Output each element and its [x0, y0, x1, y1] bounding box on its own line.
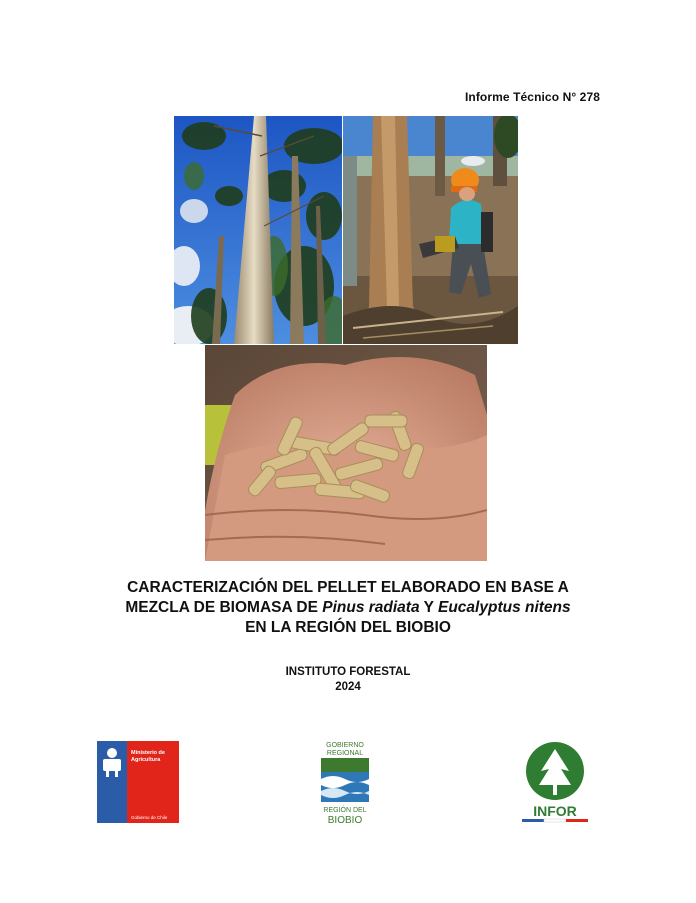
ministry-line-1: Ministerio de — [131, 750, 165, 756]
title-line-2 — [0, 598, 696, 618]
gore-line-2: REGIONAL — [326, 750, 364, 757]
regional-government-logo — [319, 739, 371, 825]
publisher-block — [0, 665, 696, 695]
title-line-1: CARACTERIZACIÓN DEL PELLET ELABORADO EN BASE A — [127, 579, 569, 596]
species-pinus: Pinus radiata — [322, 599, 420, 616]
species-eucalyptus: Eucalyptus nitens — [438, 599, 571, 616]
report-title — [0, 578, 696, 638]
forestry-worker-photo — [343, 116, 518, 344]
title-connector: Y — [419, 599, 438, 616]
report-number: Informe Técnico N° 278 — [464, 90, 600, 104]
eucalyptus-trees-photo — [174, 116, 342, 344]
infor-wordmark: INFOR — [533, 803, 577, 819]
ministry-footer: Gobierno de Chile — [131, 815, 168, 820]
ministry-line-2: Agricultura — [131, 757, 161, 763]
wood-pellets-photo — [205, 345, 487, 561]
infor-logo — [518, 741, 592, 825]
gore-line-1: GOBIERNO — [326, 742, 364, 749]
publisher-name: INSTITUTO FORESTAL — [285, 666, 411, 678]
title-line-3: EN LA REGIÓN DEL BIOBIO — [245, 619, 451, 636]
gore-line-4: BIOBIO — [327, 815, 363, 825]
title-line-2-prefix: MEZCLA DE BIOMASA DE — [125, 599, 323, 616]
publication-year: 2024 — [335, 681, 361, 693]
ministry-agriculture-logo — [97, 741, 179, 823]
gore-line-3: REGIÓN DEL — [323, 807, 367, 814]
